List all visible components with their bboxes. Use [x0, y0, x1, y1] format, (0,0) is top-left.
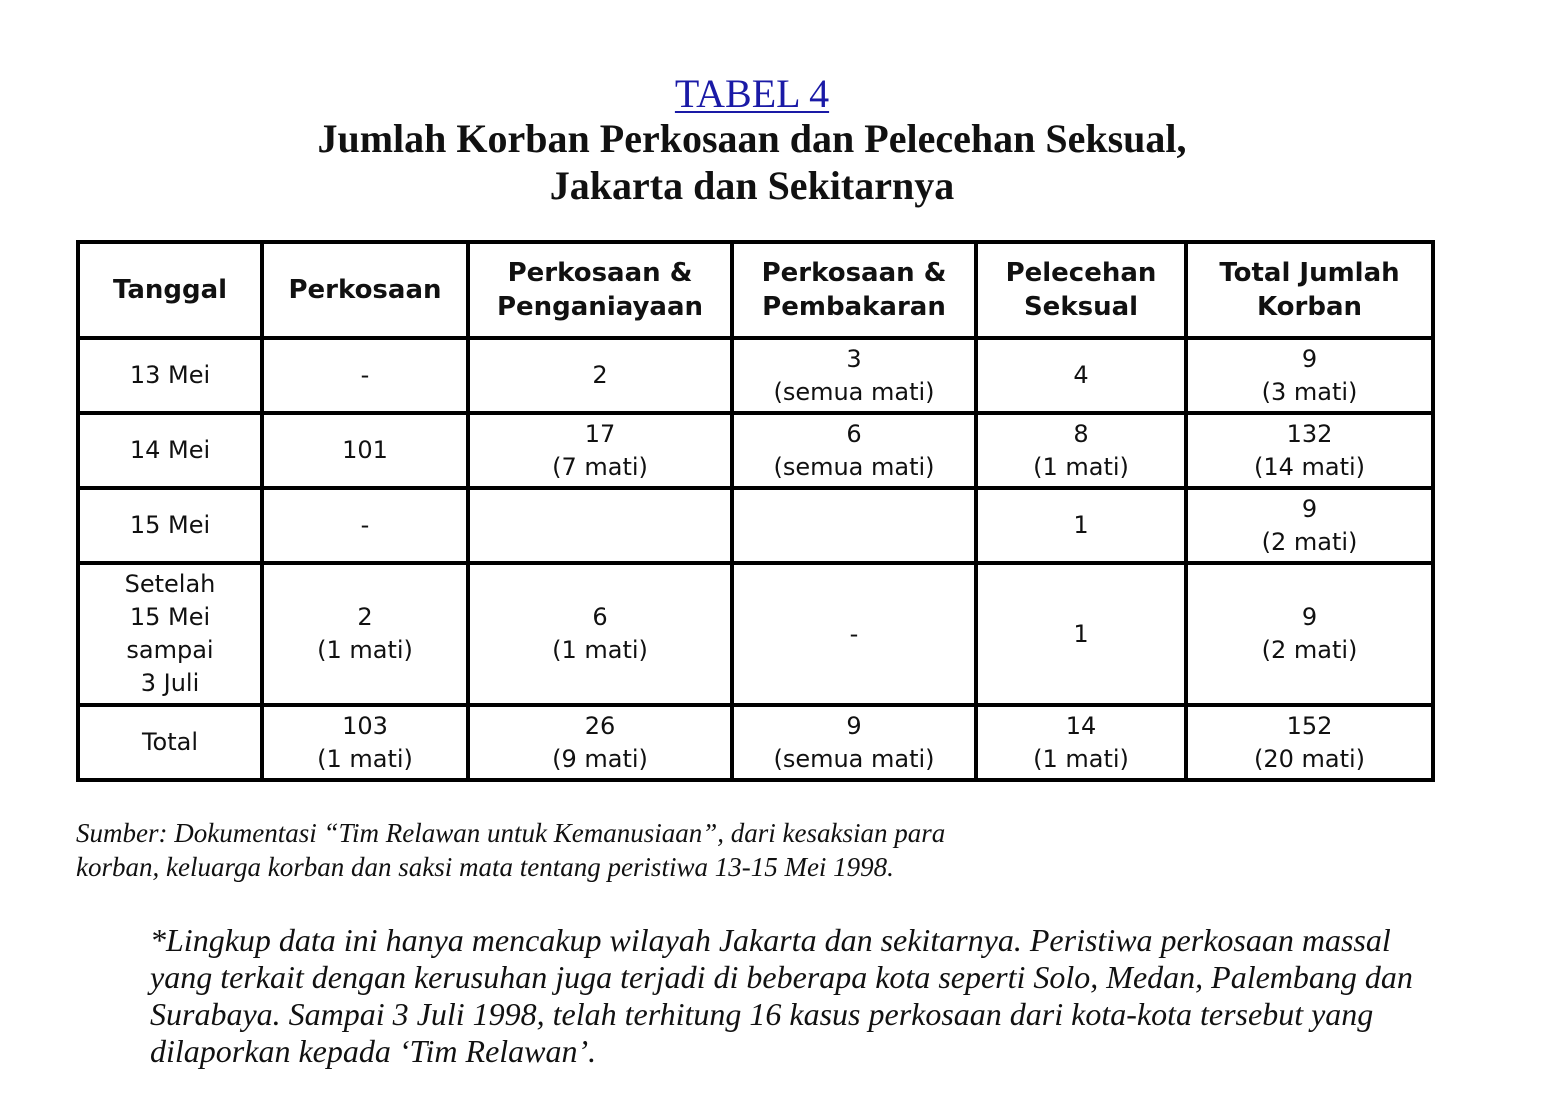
cell-text: 2 [357, 603, 373, 631]
cell-text: (3 mati) [1261, 377, 1358, 406]
cell-text: (1 mati) [317, 744, 413, 773]
table-cell [1186, 338, 1433, 413]
cell-text: (1 mati) [552, 636, 648, 664]
cell-text: 9 [1301, 494, 1318, 523]
cell-text: Setelah [124, 570, 216, 598]
footnote-line-3: Surabaya. Sampai 3 Juli 1998, telah terhitung 16 kasus perkosaan dari kota-kota tersebut yang [150, 996, 1374, 1032]
cell-text: (semua mati) [773, 452, 935, 481]
cell-text: 132 [1286, 419, 1333, 448]
table-cell [468, 705, 732, 780]
header-perkosaan [262, 242, 468, 338]
table-cell [78, 705, 262, 780]
cell-text: (7 mati) [552, 452, 648, 481]
table-cell [732, 563, 976, 705]
cell-text: - [849, 619, 859, 648]
header-tanggal [78, 242, 262, 338]
table-cell [976, 705, 1186, 780]
table-cell [1186, 563, 1433, 705]
cell-text: - [360, 511, 370, 539]
table-cell [468, 488, 732, 563]
header-text: Penganiayaan [496, 292, 704, 322]
cell-text: 9 [846, 711, 862, 740]
header-perkosaan-penganiayaan [468, 242, 732, 338]
header-text: Total Jumlah [1219, 258, 1400, 288]
table-cell [78, 338, 262, 413]
cell-text: 152 [1286, 711, 1333, 740]
cell-text: (2 mati) [1261, 527, 1358, 556]
cell-text: (1 mati) [317, 636, 413, 664]
table-cell [976, 338, 1186, 413]
header-text: Perkosaan & [507, 258, 693, 288]
table-cell [976, 488, 1186, 563]
header-text: Seksual [1023, 292, 1139, 322]
header-text: Perkosaan [288, 275, 442, 305]
header-text: Pelecehan [1005, 258, 1157, 288]
cell-text: 9 [1301, 344, 1318, 373]
table-cell [1186, 488, 1433, 563]
header-pelecehan-seksual [976, 242, 1186, 338]
source-line-2: korban, keluarga korban dan saksi mata tentang peristiwa 13-15 Mei 1998. [76, 852, 894, 882]
table-cell [262, 705, 468, 780]
table-cell [262, 413, 468, 488]
cell-text: (20 mati) [1253, 744, 1366, 773]
cell-text: (semua mati) [773, 744, 935, 773]
cell-text: 15 Mei [129, 511, 211, 539]
cell-text: 15 Mei [129, 603, 211, 631]
cell-text: 101 [342, 436, 388, 464]
table-title [0, 115, 1504, 209]
footnote-line-2: yang terkait dengan kerusuhan juga terjadi di beberapa kota seperti Solo, Medan, Palembang dan [150, 959, 1413, 995]
table-cell [732, 413, 976, 488]
footnote-line-1: *Lingkup data ini hanya mencakup wilayah Jakarta dan sekitarnya. Peristiwa perkosaan massal [150, 922, 1391, 958]
table-cell [78, 488, 262, 563]
table-cell [262, 338, 468, 413]
cell-text: 103 [342, 711, 388, 740]
header-text: Tanggal [112, 275, 228, 305]
table-cell [262, 488, 468, 563]
cell-text: (9 mati) [552, 744, 648, 773]
table-title-line-2: Jakarta dan Sekitarnya [549, 163, 955, 208]
table-cell [732, 338, 976, 413]
table-row-15-mei [78, 488, 1433, 563]
cell-text: 13 Mei [129, 361, 211, 389]
table-cell [262, 563, 468, 705]
table-cell [78, 413, 262, 488]
cell-text: - [360, 361, 370, 389]
cell-text: 3 Juli [140, 669, 200, 697]
cell-text: 1 [1073, 619, 1089, 648]
cell-text: (semua mati) [773, 377, 935, 406]
table-row-total [78, 705, 1433, 780]
cell-text: (2 mati) [1261, 636, 1358, 664]
table-header-row [78, 242, 1433, 338]
header-text: Perkosaan & [761, 258, 947, 288]
table-number-label: TABEL 4 [674, 71, 830, 116]
table-cell [976, 413, 1186, 488]
cell-text: 2 [592, 361, 608, 389]
cell-text: 6 [846, 419, 862, 448]
header-perkosaan-pembakaran [732, 242, 976, 338]
cell-text: sampai [126, 636, 214, 664]
cell-text: 4 [1073, 361, 1089, 389]
victims-table [76, 240, 1435, 782]
table-row-14-mei [78, 413, 1433, 488]
table-row-13-mei [78, 338, 1433, 413]
cell-text: (1 mati) [1033, 744, 1129, 773]
footnote-line-4: dilaporkan kepada ‘Tim Relawan’. [150, 1033, 597, 1069]
cell-text: Total [141, 728, 199, 756]
table-cell [468, 413, 732, 488]
cell-text: 17 [584, 419, 616, 448]
cell-text: 26 [584, 711, 616, 740]
header-text: Korban [1256, 292, 1363, 322]
table-cell [1186, 705, 1433, 780]
cell-text: 9 [1301, 603, 1318, 631]
footnote [150, 922, 1440, 1070]
table-cell [78, 563, 262, 705]
table-cell [468, 563, 732, 705]
cell-text: 3 [846, 344, 862, 373]
table-cell [732, 488, 976, 563]
source-citation [76, 816, 1056, 884]
table-row-setelah-15-mei [78, 563, 1433, 705]
source-line-1: Sumber: Dokumentasi “Tim Relawan untuk Kemanusiaan”, dari kesaksian para [76, 818, 946, 848]
cell-text: 6 [592, 603, 608, 631]
table-cell [1186, 413, 1433, 488]
table-title-line-1: Jumlah Korban Perkosaan dan Pelecehan Seksual, [317, 116, 1187, 161]
cell-text: (1 mati) [1033, 452, 1129, 481]
header-text: Pembakaran [762, 292, 946, 322]
table-cell [732, 705, 976, 780]
cell-text: 14 Mei [129, 436, 211, 464]
cell-text: 1 [1073, 511, 1089, 539]
header-total-jumlah-korban [1186, 242, 1433, 338]
table-cell [468, 338, 732, 413]
cell-text: (14 mati) [1253, 452, 1366, 481]
table-number-heading [0, 70, 1504, 118]
cell-text: 14 [1065, 711, 1097, 740]
cell-text: 8 [1073, 419, 1089, 448]
table-cell [976, 563, 1186, 705]
